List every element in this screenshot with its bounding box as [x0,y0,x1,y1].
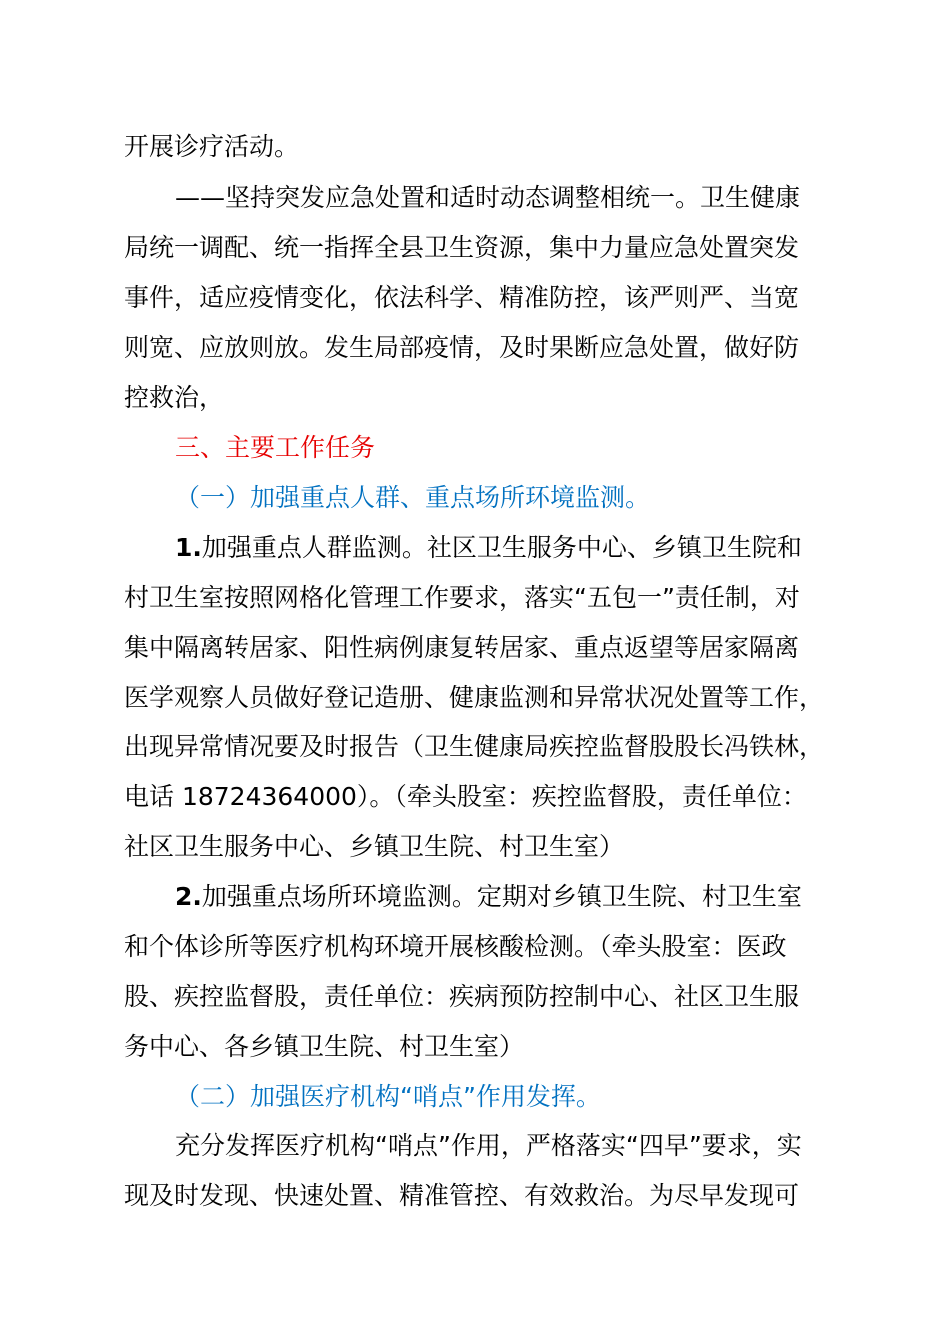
item-text: 加强重点人群监测。社区卫生服务中心、乡镇卫生院和 [201,533,802,562]
body-text-line: 则宽、应放则放。发生局部疫情，及时果断应急处置，做好防 [124,333,800,362]
item-number: 2. [175,882,202,911]
body-text-line: 充分发挥医疗机构“哨点”作用，严格落实“四早”要求，实 [175,1131,802,1160]
body-text-line: ——坚持突发应急处置和适时动态调整相统一。卫生健康 [175,183,801,212]
body-text-line: 集中隔离转居家、阳性病例康复转居家、重点返望等居家隔离 [124,633,800,662]
body-text-line: 和个体诊所等医疗机构环境开展核酸检测。（牵头股室：医政 [124,932,787,961]
body-text-line: 社区卫生服务中心、乡镇卫生院、村卫生室） [124,832,625,861]
body-text-line: 股、疾控监督股，责任单位：疾病预防控制中心、社区卫生服 [124,982,800,1011]
subsection-heading: （一）加强重点人群、重点场所环境监测。 [175,483,651,512]
body-text-line: 医学观察人员做好登记造册、健康监测和异常状况处置等工作， [124,683,825,712]
body-text-line: 控救治， [124,383,225,412]
body-text-line: 局统一调配、统一指挥全县卫生资源，集中力量应急处置突发 [124,233,800,262]
subsection-heading: （二）加强医疗机构“哨点”作用发挥。 [175,1082,601,1111]
body-text-line: 电话 18724364000）。（牵头股室：疾控监督股，责任单位： [124,782,807,811]
body-text-line [175,531,802,565]
body-text-line: 出现异常情况要及时报告（卫生健康局疾控监督股股长冯铁林， [124,732,825,761]
body-text-line: 事件，适应疫情变化，依法科学、精准防控，该严则严、当宽 [124,283,800,312]
body-text-line: 开展诊疗活动。 [124,132,300,161]
body-text-line: 现及时发现、快速处置、精准管控、有效救治。为尽早发现可 [124,1181,800,1210]
body-text-line [175,880,802,914]
section-heading: 三、主要工作任务 [175,433,376,462]
item-number: 1. [175,533,202,562]
body-text-line: 务中心、各乡镇卫生院、村卫生室） [124,1032,525,1061]
item-text: 加强重点场所环境监测。定期对乡镇卫生院、村卫生室 [201,882,802,911]
body-text-line: 村卫生室按照网格化管理工作要求，落实“五包一”责任制，对 [124,583,800,612]
